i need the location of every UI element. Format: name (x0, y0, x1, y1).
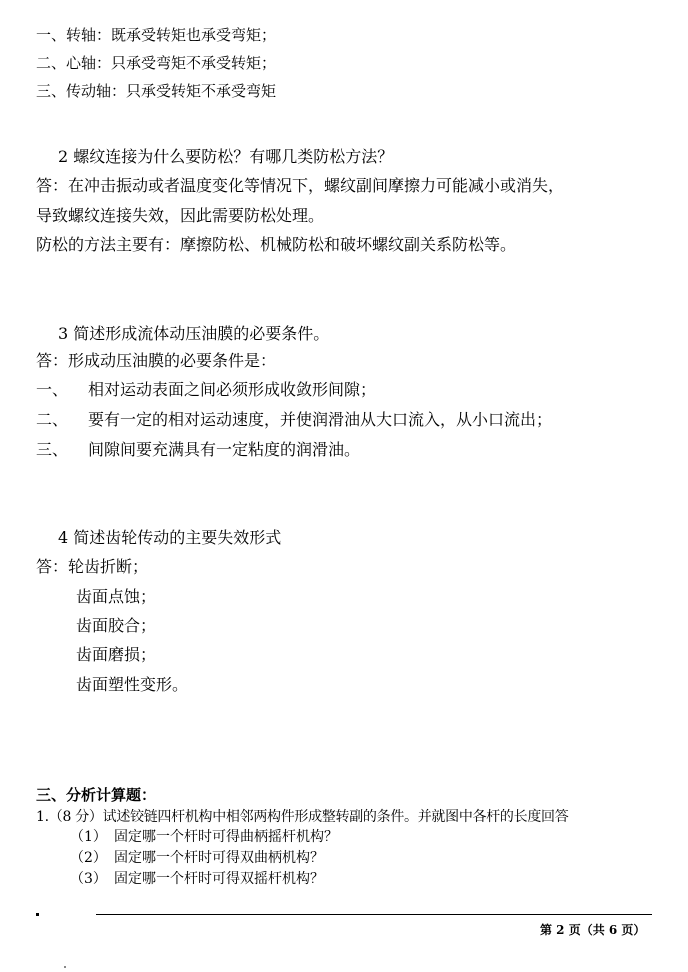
footer-dot (36, 913, 39, 916)
q3-item-2-text: 要有一定的相对运动速度，并使润滑油从大口流入，从小口流出； (88, 410, 553, 429)
q3-answer-intro: 答：形成动压油膜的必要条件是： (36, 351, 277, 370)
q2-answer-line-2: 导致螺纹连接失效，因此需要防松处理。 (36, 206, 325, 225)
q4-question: 4 简述齿轮传动的主要失效形式 (58, 528, 282, 547)
stray-mark (64, 966, 66, 968)
section3-sub-2-num: （2） (70, 850, 107, 866)
section3-sub-1-text: 固定哪一个杆时可得曲柄摇杆机构？ (114, 829, 338, 845)
q2-question: 2 螺纹连接为什么要防松？有哪几类防松方法？ (58, 147, 394, 166)
q3-item-1-num: 一、 (36, 380, 69, 399)
q3-question: 3 简述形成流体动压油膜的必要条件。 (58, 324, 330, 343)
q4-item-3: 齿面磨损； (76, 645, 157, 664)
q3-item-2-num: 二、 (36, 410, 69, 429)
section3-sub-3-text: 固定哪一个杆时可得双摇杆机构？ (114, 871, 324, 887)
q2-answer-line-1: 答：在冲击振动或者温度变化等情况下，螺纹副间摩擦力可能减小或消失， (36, 176, 565, 195)
section3-sub-1-num: （1） (70, 829, 107, 845)
q3-item-3-num: 三、 (36, 440, 69, 459)
section3-sub-3-num: （3） (70, 871, 107, 887)
q2-answer-line-3: 防松的方法主要有：摩擦防松、机械防松和破坏螺纹副关系防松等。 (36, 235, 517, 254)
q4-item-2: 齿面胶合； (76, 616, 157, 635)
section3-sub-2-text: 固定哪一个杆时可得双曲柄机构？ (114, 850, 324, 866)
section3-q1: 1.（8 分）试述铰链四杆机构中相邻两构件形成整转副的条件。并就图中各杆的长度回答 (36, 809, 569, 825)
footer-separator (96, 914, 652, 915)
page-number: 第 2 页（共 6 页） (540, 923, 646, 937)
section3-heading: 三、分析计算题： (36, 786, 157, 804)
shaft-line-2: 二、心轴：只承受弯矩不承受转矩； (36, 54, 277, 72)
q4-answer-intro: 答：轮齿折断； (36, 557, 149, 576)
shaft-line-3: 三、传动轴：只承受转矩不承受弯矩 (36, 82, 277, 100)
q4-item-1: 齿面点蚀； (76, 587, 157, 606)
q4-item-4: 齿面塑性变形。 (76, 675, 189, 694)
shaft-line-1: 一、转轴：既承受转矩也承受弯矩； (36, 26, 277, 44)
q3-item-3-text: 间隙间要充满具有一定粘度的润滑油。 (88, 440, 361, 459)
q3-item-1-text: 相对运动表面之间必须形成收敛形间隙； (88, 380, 377, 399)
